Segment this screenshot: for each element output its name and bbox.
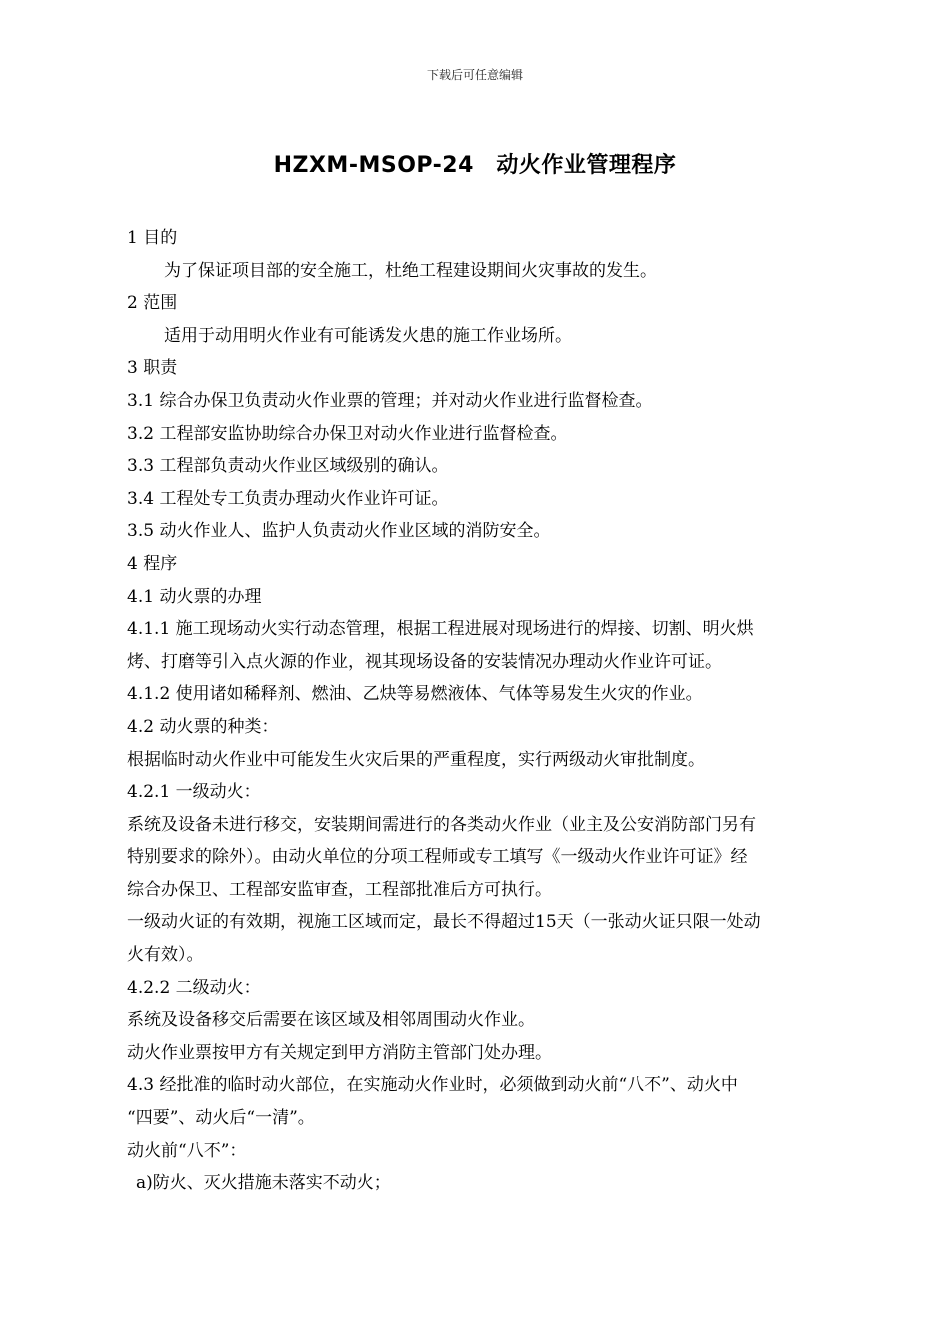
clause-3-3: 3.3 工程部负责动火作业区域级别的确认。 [127, 456, 449, 477]
page-header-note: 下载后可任意编辑 [426, 68, 523, 82]
clause-4-3-line-1: 4.3 经批准的临时动火部位，在实施动火作业时，必须做到动火前“八不”、动火中 [127, 1075, 738, 1096]
paragraph-4-2-1-line-2: 特别要求的除外）。由动火单位的分项工程师或专工填写《一级动火作业许可证》经 [127, 847, 748, 868]
clause-3-5: 3.5 动火作业人、监护人负责动火作业区域的消防安全。 [127, 521, 551, 542]
paragraph-4-2-1-line-3: 综合办保卫、工程部安监审查，工程部批准后方可执行。 [127, 879, 552, 900]
paragraph-4-2-1-line-1: 系统及设备未进行移交，安装期间需进行的各类动火作业（业主及公安消防部门另有 [127, 814, 756, 835]
section-heading-purpose: 1 目的 [127, 228, 178, 248]
paragraph-validity-line-1: 一级动火证的有效期，视施工区域而定，最长不得超过15天（一张动火证只限一处动 [127, 912, 761, 933]
paragraph-validity-line-2: 火有效）。 [127, 945, 204, 966]
clause-3-1: 3.1 综合办保卫负责动火作业票的管理；并对动火作业进行监督检查。 [127, 390, 653, 411]
section-heading-scope: 2 范围 [127, 293, 178, 314]
document-body [127, 222, 839, 1200]
section-heading-responsibilities: 3 职责 [127, 358, 178, 379]
clause-4-2-2: 4.2.2 二级动火： [127, 977, 261, 998]
paragraph-purpose: 为了保证项目部的安全施工，杜绝工程建设期间火灾事故的发生。 [164, 260, 657, 281]
clause-4-1-2: 4.1.2 使用诸如稀释剂、燃油、乙炔等易燃液体、气体等易发生火灾的作业。 [127, 684, 703, 705]
clause-4-2-1: 4.2.1 一级动火： [127, 782, 261, 803]
paragraph-4-2-2-line-2: 动火作业票按甲方有关规定到甲方消防主管部门处办理。 [127, 1042, 552, 1063]
clause-4-1-1-line-2: 烤、打磨等引入点火源的作业，视其现场设备的安装情况办理动火作业许可证。 [127, 651, 722, 672]
clause-3-4: 3.4 工程处专工负责办理动火作业许可证。 [127, 488, 449, 509]
clause-3-2: 3.2 工程部安监协助综合办保卫对动火作业进行监督检查。 [127, 423, 568, 444]
clause-4-1: 4.1 动火票的办理 [127, 586, 262, 607]
subheading-before-hot-work: 动火前“八不”： [127, 1140, 247, 1161]
clause-4-3-line-2: “四要”、动火后“一清”。 [127, 1108, 315, 1129]
document-title: HZXM-MSOP-24 动火作业管理程序 [273, 153, 677, 178]
clause-4-1-1-line-1: 4.1.1 施工现场动火实行动态管理，根据工程进展对现场进行的焊接、切割、明火烘 [127, 619, 754, 640]
clause-4-2: 4.2 动火票的种类： [127, 716, 279, 737]
list-item-a: a)防火、灭火措施未落实不动火； [136, 1173, 391, 1194]
section-heading-procedure: 4 程序 [127, 553, 178, 574]
paragraph-scope: 适用于动用明火作业有可能诱发火患的施工作业场所。 [164, 325, 572, 346]
paragraph-4-2: 根据临时动火作业中可能发生火灾后果的严重程度，实行两级动火审批制度。 [127, 749, 705, 770]
paragraph-4-2-2-line-1: 系统及设备移交后需要在该区域及相邻周围动火作业。 [127, 1010, 535, 1031]
